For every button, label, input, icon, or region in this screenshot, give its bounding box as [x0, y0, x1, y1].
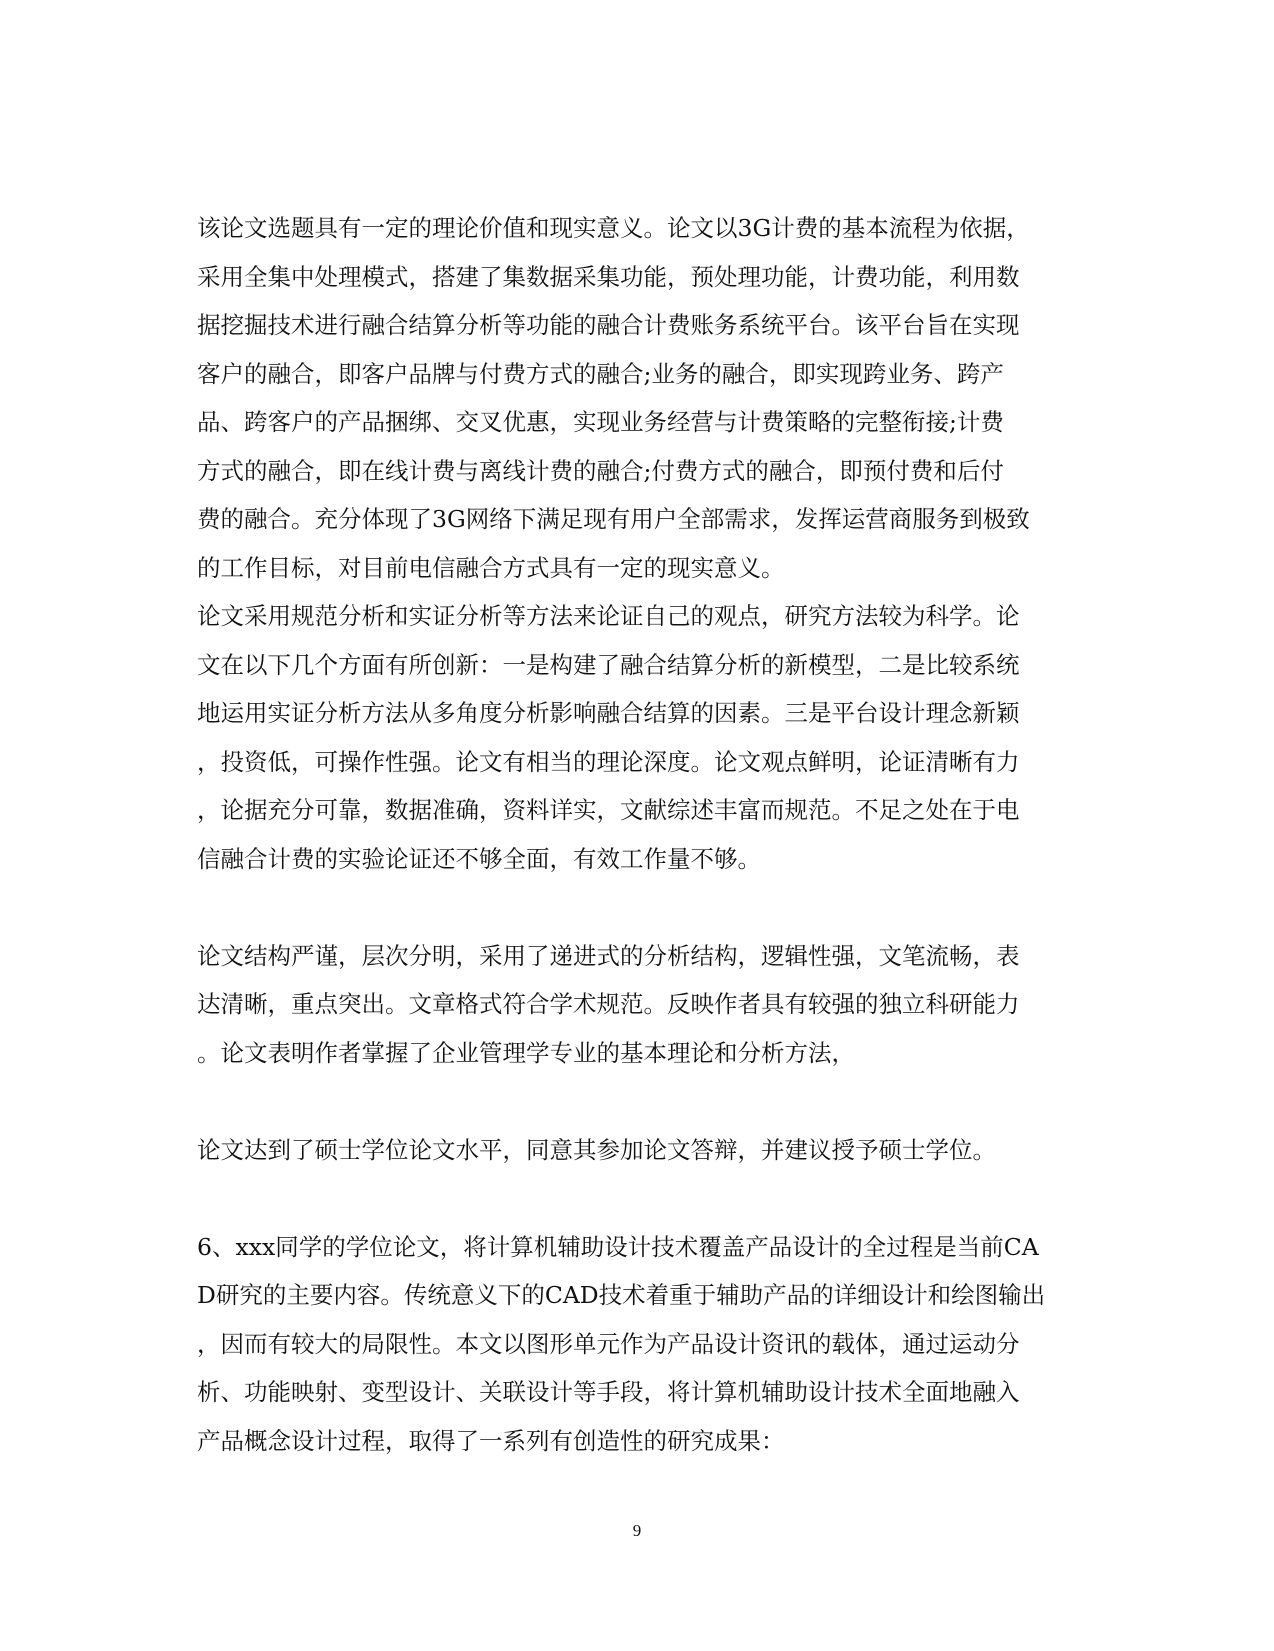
text-line: 论文达到了硕士学位论文水平，同意其参加论文答辩，并建议授予硕士学位。	[197, 1135, 996, 1164]
text-line: 析、功能映射、变型设计、关联设计等手段，将计算机辅助设计技术全面地融入	[197, 1378, 1020, 1406]
paragraph-spacer	[197, 1174, 1077, 1223]
text-line: 论文采用规范分析和实证分析等方法来论证自己的观点，研究方法较为科学。论	[197, 602, 1020, 630]
text-line: 信融合计费的实验论证还不够全面，有效工作量不够。	[197, 844, 761, 873]
text-line: 论文结构严谨，层次分明，采用了递进式的分析结构，逻辑性强，文笔流畅，表	[197, 941, 1020, 970]
paragraph-spacer	[197, 1077, 1077, 1126]
text-line: ，投资低，可操作性强。论文有相当的理论深度。论文观点鲜明，论证清晰有力	[197, 747, 1020, 776]
text-line: 品、跨客户的产品捆绑、交叉优惠，实现业务经营与计费策略的完整衔接;计费	[197, 408, 1004, 436]
paragraph-evaluation-2	[197, 592, 1077, 883]
text-line: 费的融合。充分体现了3G网络下满足现有用户全部需求，发挥运营商服务到极致	[197, 505, 1030, 533]
paragraph-evaluation-3	[197, 932, 1077, 1078]
text-line: 。论文表明作者掌握了企业管理学专业的基本理论和分析方法，	[197, 1038, 855, 1067]
text-line: 该论文选题具有一定的理论价值和现实意义。论文以3G计费的基本流程为依据，	[197, 214, 1030, 242]
text-line: 6、xxx同学的学位论文，将计算机辅助设计技术覆盖产品设计的全过程是当前CA	[197, 1232, 1039, 1261]
paragraph-conclusion	[197, 1126, 1077, 1175]
text-line: 采用全集中处理模式，搭建了集数据采集功能，预处理功能，计费功能，利用数	[197, 262, 1020, 291]
text-line: 地运用实证分析方法从多角度分析影响融合结算的因素。三是平台设计理念新颖	[197, 699, 1020, 727]
text-line: 产品概念设计过程，取得了一系列有创造性的研究成果：	[197, 1426, 785, 1455]
paragraph-spacer	[197, 883, 1077, 932]
paragraph-evaluation-1	[197, 204, 1077, 592]
text-line: ，因而有较大的局限性。本文以图形单元作为产品设计资讯的载体，通过运动分	[197, 1329, 1020, 1358]
text-line: 据挖掘技术进行融合结算分析等功能的融合计费账务系统平台。该平台旨在实现	[197, 311, 1020, 339]
text-line: D研究的主要内容。传统意义下的CAD技术着重于辅助产品的详细设计和绘图输出	[197, 1281, 1046, 1309]
text-line: 达清晰，重点突出。文章格式符合学术规范。反映作者具有较强的独立科研能力	[197, 990, 1020, 1018]
text-line: 文在以下几个方面有所创新：一是构建了融合结算分析的新模型，二是比较系统	[197, 650, 1020, 679]
text-line: ，论据充分可靠，数据准确，资料详实，文献综述丰富而规范。不足之处在于电	[197, 796, 1020, 824]
text-line: 客户的融合，即客户品牌与付费方式的融合;业务的融合，即实现跨业务、跨产	[197, 359, 1004, 388]
paragraph-item-6	[197, 1223, 1077, 1466]
page-number: 9	[632, 1521, 642, 1540]
text-line: 方式的融合，即在线计费与离线计费的融合;付费方式的融合，即预付费和后付	[197, 456, 1004, 485]
body-text	[197, 204, 1077, 1465]
text-line: 的工作目标，对目前电信融合方式具有一定的现实意义。	[197, 553, 785, 582]
